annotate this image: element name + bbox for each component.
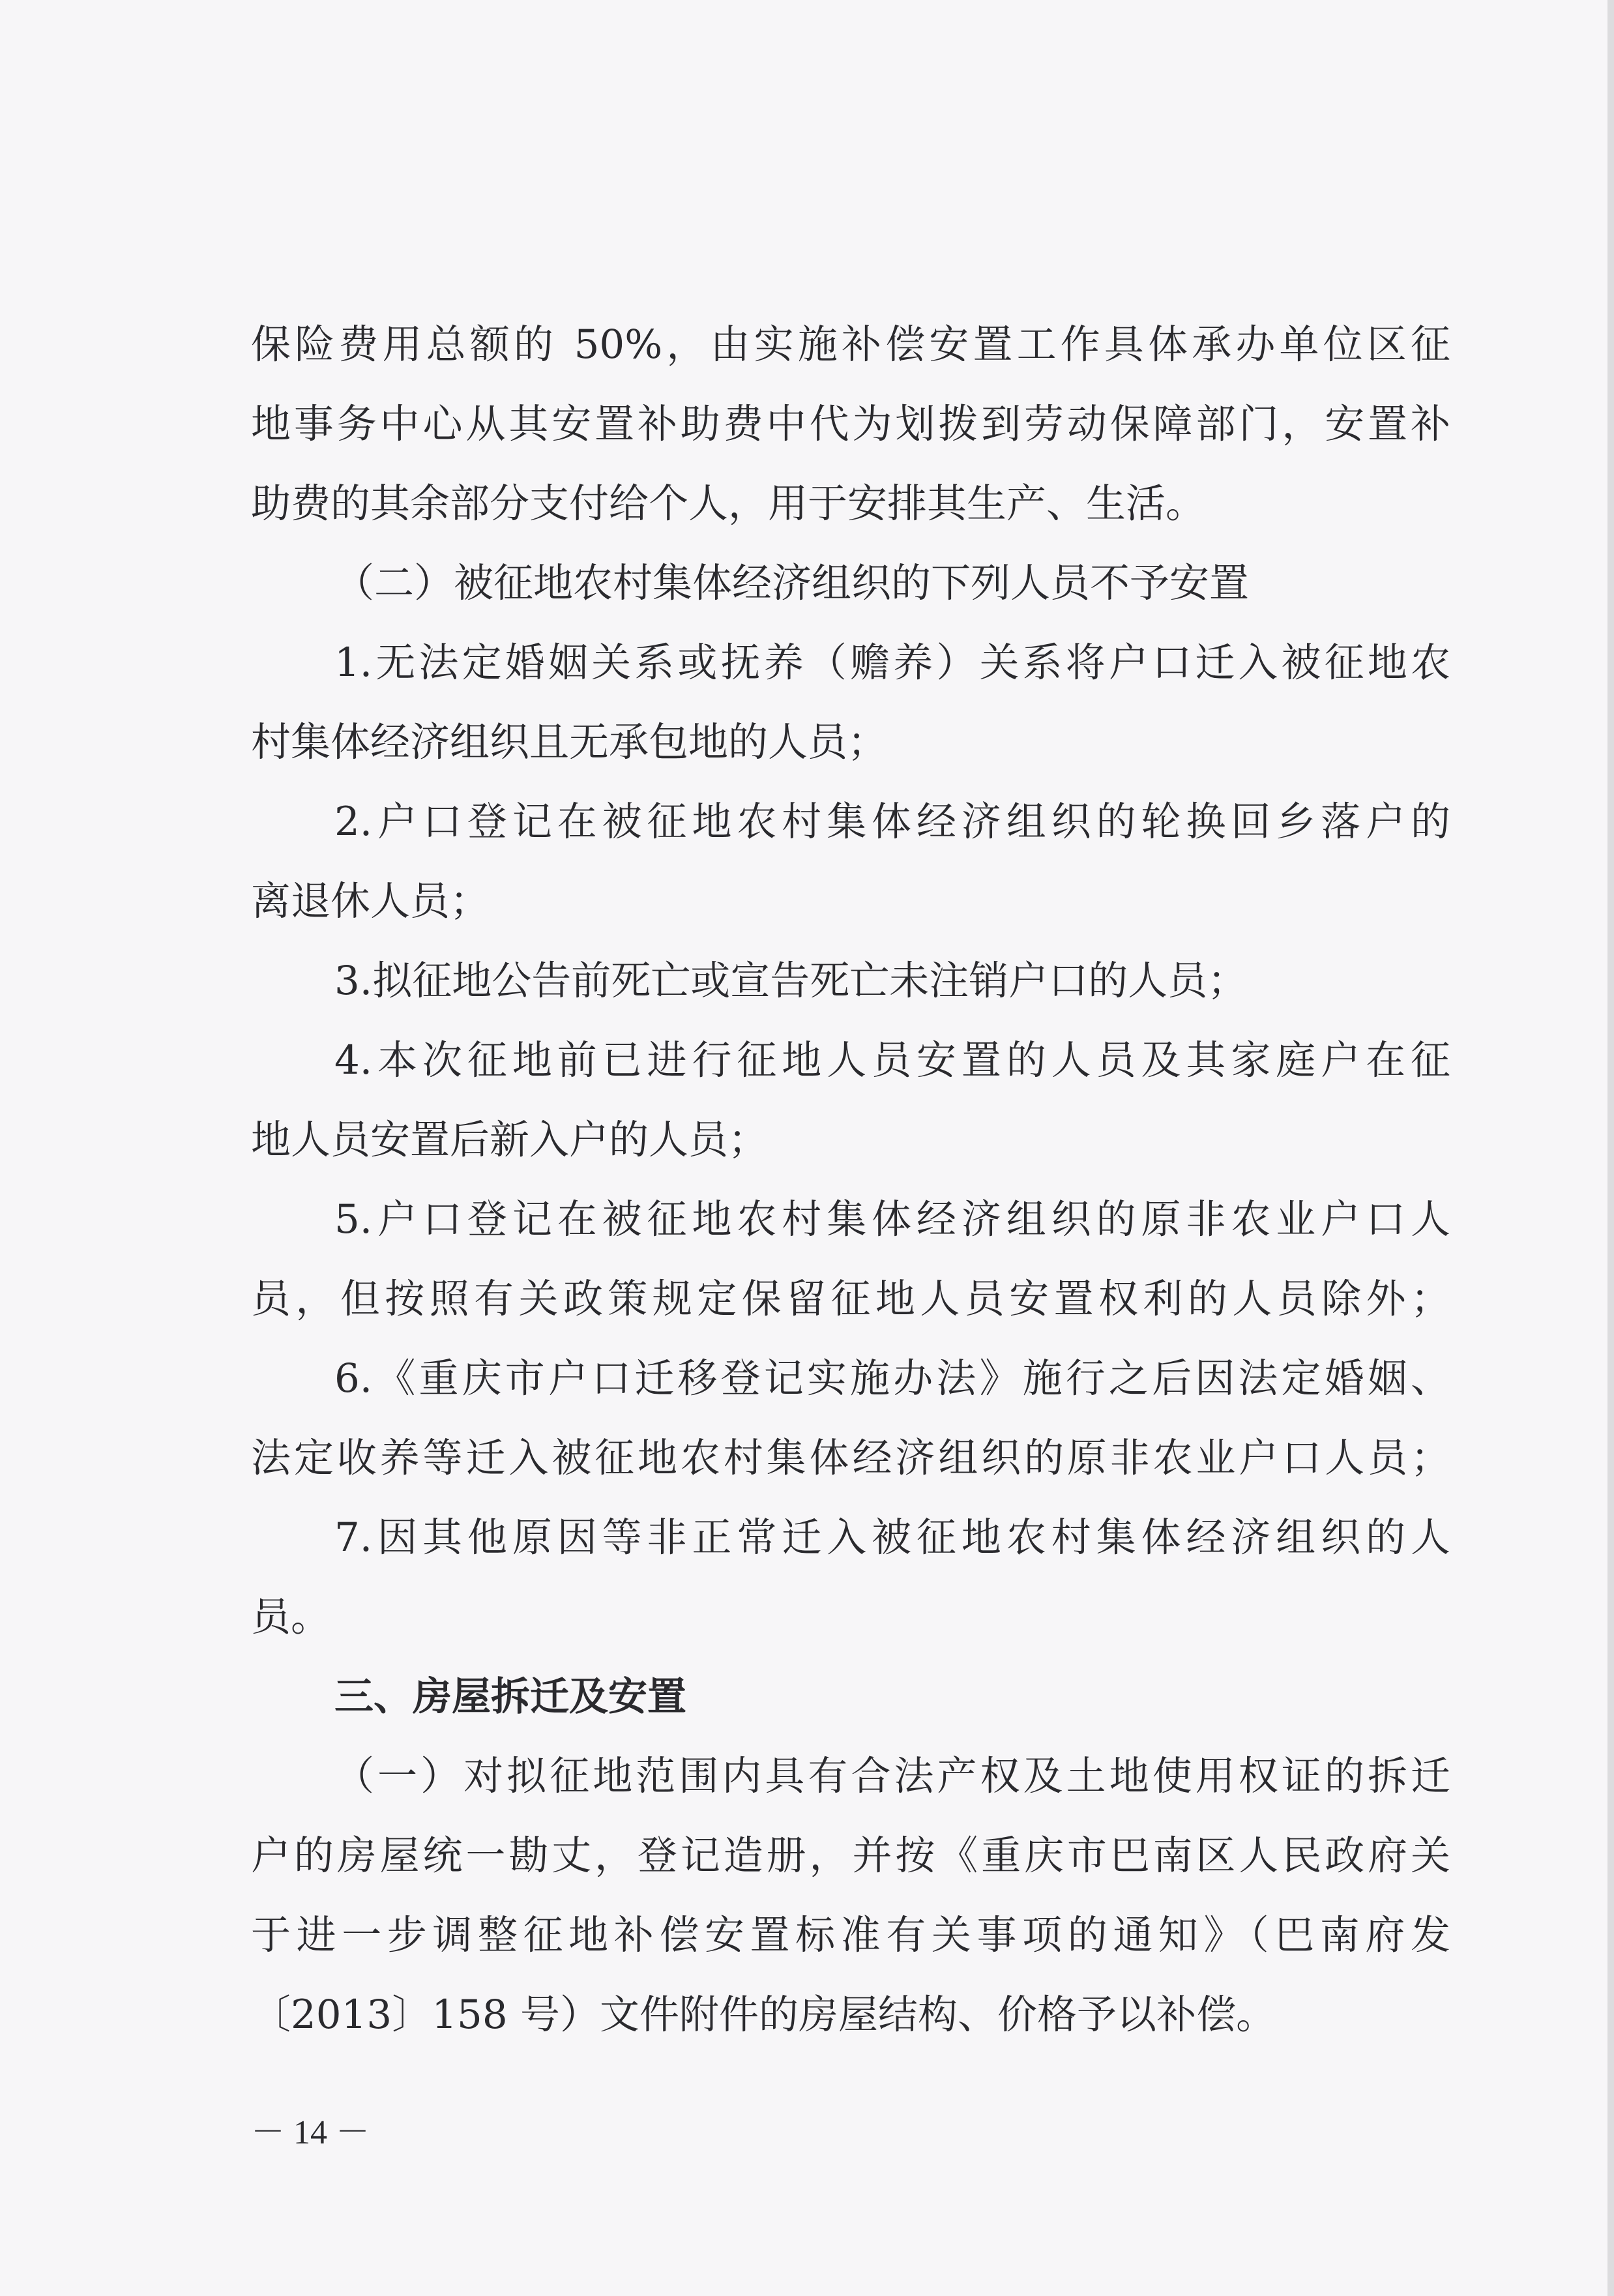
list-item-line: 员。 [251, 1594, 331, 1640]
text-line: 〔2013〕158 号）文件附件的房屋结构、价格予以补偿。 [251, 1992, 1276, 2038]
body-text [251, 305, 1450, 2055]
text-line: 地事务中心从其安置补助费中代为划拨到劳动保障部门，安置补 [251, 401, 1450, 447]
list-item-line: 5.户口登记在被征地农村集体经济组织的原非农业户口人 [334, 1196, 1450, 1243]
list-item-line: 法定收养等迁入被征地农村集体经济组织的原非农业户口人员； [251, 1435, 1450, 1481]
text-line: 助费的其余部分支付给个人，用于安排其生产、生活。 [251, 480, 1206, 527]
list-item-line: 4.本次征地前已进行征地人员安置的人员及其家庭户在征 [334, 1037, 1450, 1083]
list-item-line: 村集体经济组织且无承包地的人员； [251, 719, 888, 765]
list-item-line: 2.户口登记在被征地农村集体经济组织的轮换回乡落户的 [334, 799, 1450, 845]
list-item-line: 员，但按照有关政策规定保留征地人员安置权利的人员除外； [251, 1276, 1450, 1322]
section-subheading: （二）被征地农村集体经济组织的下列人员不予安置 [334, 560, 1250, 606]
text-line: 于进一步调整征地补偿安置标准有关事项的通知》（巴南府发 [251, 1912, 1450, 1958]
text-line: （一）对拟征地范围内具有合法产权及土地使用权证的拆迁 [334, 1753, 1450, 1799]
text-line: 户的房屋统一勘丈，登记造册，并按《重庆市巴南区人民政府关 [251, 1832, 1450, 1879]
list-item-line: 7.因其他原因等非正常迁入被征地农村集体经济组织的人 [334, 1514, 1450, 1561]
list-item-line: 地人员安置后新入户的人员； [251, 1117, 769, 1163]
text-line: 保险费用总额的 50%，由实施补偿安置工作具体承办单位区征 [251, 321, 1450, 368]
page-edge-shadow [1607, 0, 1614, 2296]
list-item-line: 1.无法定婚姻关系或抚养（赡养）关系将户口迁入被征地农 [334, 640, 1450, 686]
list-item-line: 3.拟征地公告前死亡或宣告死亡未注销户口的人员； [334, 958, 1248, 1004]
section-heading: 三、房屋拆迁及安置 [334, 1674, 686, 1720]
page-number: － 14 － [251, 2114, 370, 2151]
list-item-line: 离退休人员； [251, 878, 490, 924]
list-item-line: 6.《重庆市户口迁移登记实施办法》施行之后因法定婚姻、 [334, 1355, 1450, 1402]
